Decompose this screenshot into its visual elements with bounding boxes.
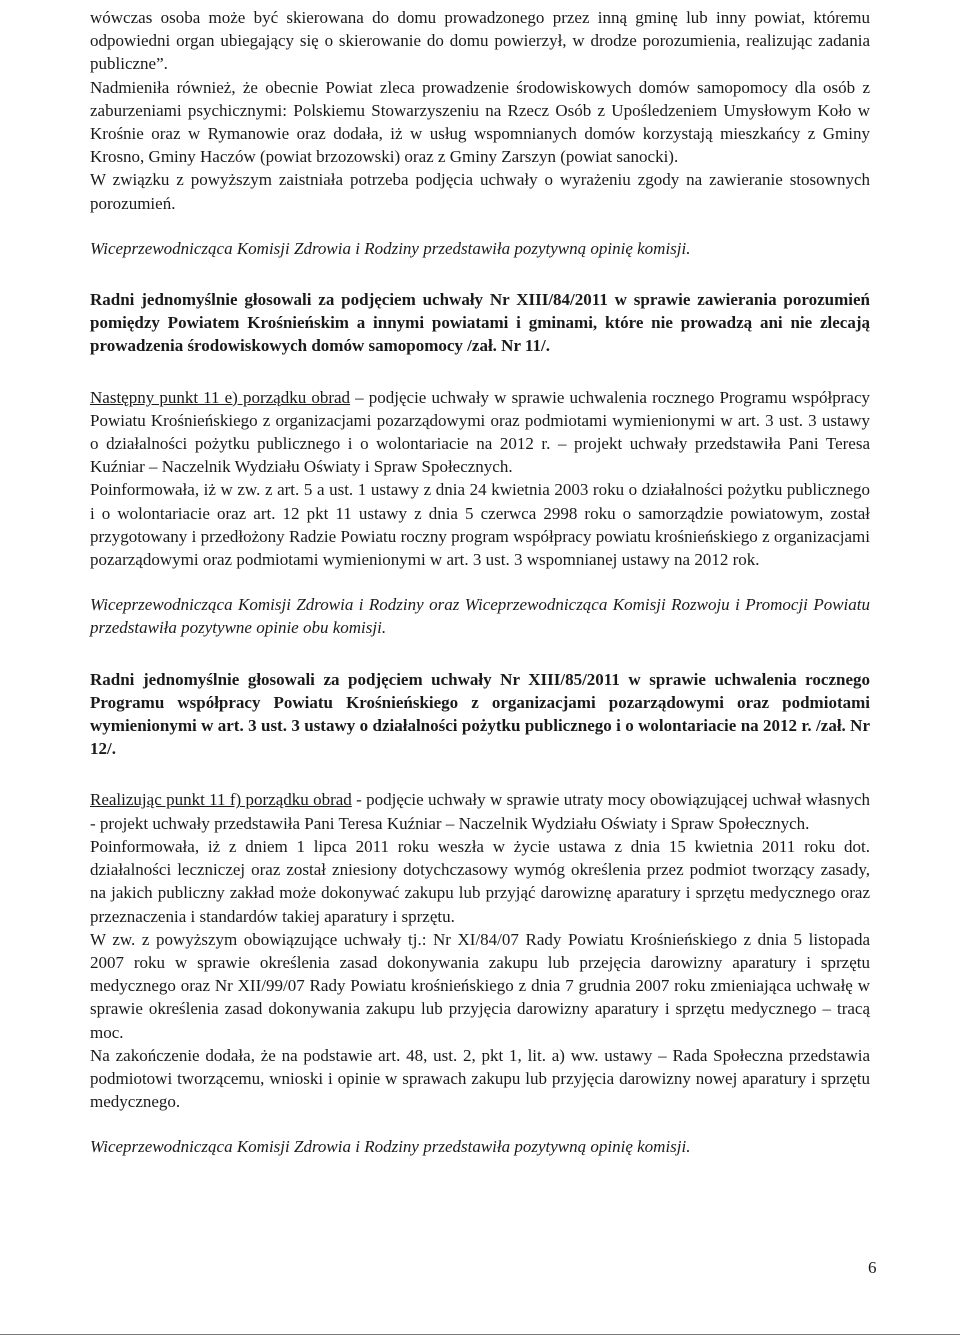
paragraph-na-zakonczenie: Na zakończenie dodała, że na podstawie art. 48, ust. 2, pkt 1, lit. a) ww. ustawy – Rada Społeczna przedstawia podmiotowi tworzącemu, wnioski i opinie w sprawach zakupu lub przyjęcia darowizny nowej aparatury i sprzętu medycznego. [90, 1045, 870, 1112]
opinion-commission-2: Wiceprzewodnicząca Komisji Zdrowia i Rodziny oraz Wiceprzewodnicząca Komisji Rozwoju i Promocji Powiatu przedstawiła pozytywne opinie obu komisji. [90, 595, 870, 638]
point-11e-heading: Następny punkt 11 e) porządku obrad [90, 387, 351, 407]
paragraph-intro: wówczas osoba może być skierowana do domu prowadzonego przez inną gminę lub inny powiat, któremu odpowiedni organ ubiegający się o skierowanie do domu powierzył, w drodze porozumienia, realizując zadania publiczne”. [90, 8, 870, 74]
vote-resolution-85: Radni jednomyślnie głosowali za podjęciem uchwały Nr XIII/85/2011 w sprawie uchwalenia rocznego Programu współpracy Powiatu Krośnieńskiego z organizacjami pozarządowymi oraz podmiotami wymienionymi w art. 3 ust. 3 ustawy o działalności pożytku publicznego i o wolontariacie na 2012 r. /zał. Nr 12/. [90, 669, 870, 759]
document-body [90, 6, 870, 1159]
point-11f-heading: Realizując punkt 11 f) porządku obrad [90, 790, 352, 810]
paragraph-poinformowala-1: Poinformowała, iż w zw. z art. 5 a ust. 1 ustawy z dnia 24 kwietnia 2003 roku o działalności pożytku publicznego i o wolontariacie oraz art. 12 pkt 11 ustawy z dnia 5 czerwca 2998 roku o samorządzie powiatowym, został przygotowany i przedłożony Radzie Powiatu roczny program współpracy powiatu krośnieńskiego z organizacjami pozarządowymi oraz podmiotami wymienionymi w art. 3 ust. 3 wspomnianej ustawy na 2012 rok. [90, 480, 870, 570]
spacer [90, 640, 870, 668]
spacer [90, 571, 870, 593]
paragraph-nadmienila: Nadmieniła również, że obecnie Powiat zleca prowadzenie środowiskowych domów samopomocy dla osób z zaburzeniami psychicznymi: Polskiemu Stowarzyszeniu na Rzecz Osób z Upośledzeniem Umysłowym Koło w Krośnie oraz w Rymanowie oraz dodała, iż w usług wspomnianych domów korzystają mieszkańcy z Gminy Krosno, Gminy Haczów (powiat brzozowski) oraz z Gminy Zarszyn (powiat sanocki). [90, 77, 870, 167]
spacer [90, 260, 870, 288]
paragraph-point-11e [90, 386, 870, 479]
opinion-commission-1: Wiceprzewodnicząca Komisji Zdrowia i Rodziny przedstawiła pozytywną opinię komisji. [90, 238, 691, 258]
paragraph-w-zwiazku: W związku z powyższym zaistniała potrzeba podjęcia uchwały o wyrażeniu zgody na zawieranie stosownych porozumień. [90, 170, 870, 213]
vote-resolution-84: Radni jednomyślnie głosowali za podjęciem uchwały Nr XIII/84/2011 w sprawie zawierania porozumień pomiędzy Powiatem Krośnieńskim a innymi powiatami i gminami, które nie prowadzą ani nie zlecają prowadzenia środowiskowych domów samopomocy /zał. Nr 11/. [90, 290, 870, 356]
spacer [90, 358, 870, 386]
opinion-commission-3: Wiceprzewodnicząca Komisji Zdrowia i Rodziny przedstawiła pozytywną opinię komisji. [90, 1137, 691, 1157]
spacer [90, 1113, 870, 1135]
point-11e-text: – podjęcie uchwały w sprawie uchwalenia rocznego Programu współpracy Powiatu Krośnieńskiego z organizacjami pozarządowymi oraz podmiotami wymienionymi w art. 3 ust. 3 ustawy o działalności pożytku publicznego i o wolontariacie na 2012 r. – projekt uchwały przedstawiła Pani Teresa Kuźniar – Naczelnik Wydziału Oświaty i Spraw Społecznych. [90, 387, 871, 477]
page-number: 6 [868, 1258, 877, 1277]
bottom-rule [0, 1334, 960, 1335]
spacer [90, 760, 870, 788]
spacer [90, 215, 870, 237]
paragraph-w-zw: W zw. z powyższym obowiązujące uchwały tj.: Nr XI/84/07 Rady Powiatu Krośnieńskiego z dnia 5 listopada 2007 roku w sprawie określenia zasad dokonywania zakupu lub przejęcia darowizny aparatury i sprzętu medycznego oraz Nr XII/99/07 Rady Powiatu krośnieńskiego z dnia 7 grudnia 2007 roku zmieniająca uchwałę w sprawie określenia zasad dokonywania zakupu lub przyjęcia darowizny aparatury i sprzętu medycznego – tracą moc. [90, 929, 870, 1042]
paragraph-point-11f [90, 788, 870, 834]
paragraph-poinformowala-2: Poinformowała, iż z dniem 1 lipca 2011 roku weszła w życie ustawa z dnia 15 kwietnia 2011 roku dot. działalności leczniczej oraz został zniesiony dotychczasowy wymóg określenia przez podmiot tworzący zasady, na jakich publiczny zakład może dokonywać zakupu lub przyjąć darowiznę aparatury i sprzętu medycznego oraz przeznaczenia i standardów takiej aparatury i sprzętu. [90, 836, 870, 926]
point-11f-text: - podjęcie uchwały w sprawie utraty mocy obowiązującej uchwał własnych - projekt uchwały przedstawiła Pani Teresa Kuźniar – Naczelnik Wydziału Oświaty i Spraw Społecznych. [90, 790, 870, 833]
